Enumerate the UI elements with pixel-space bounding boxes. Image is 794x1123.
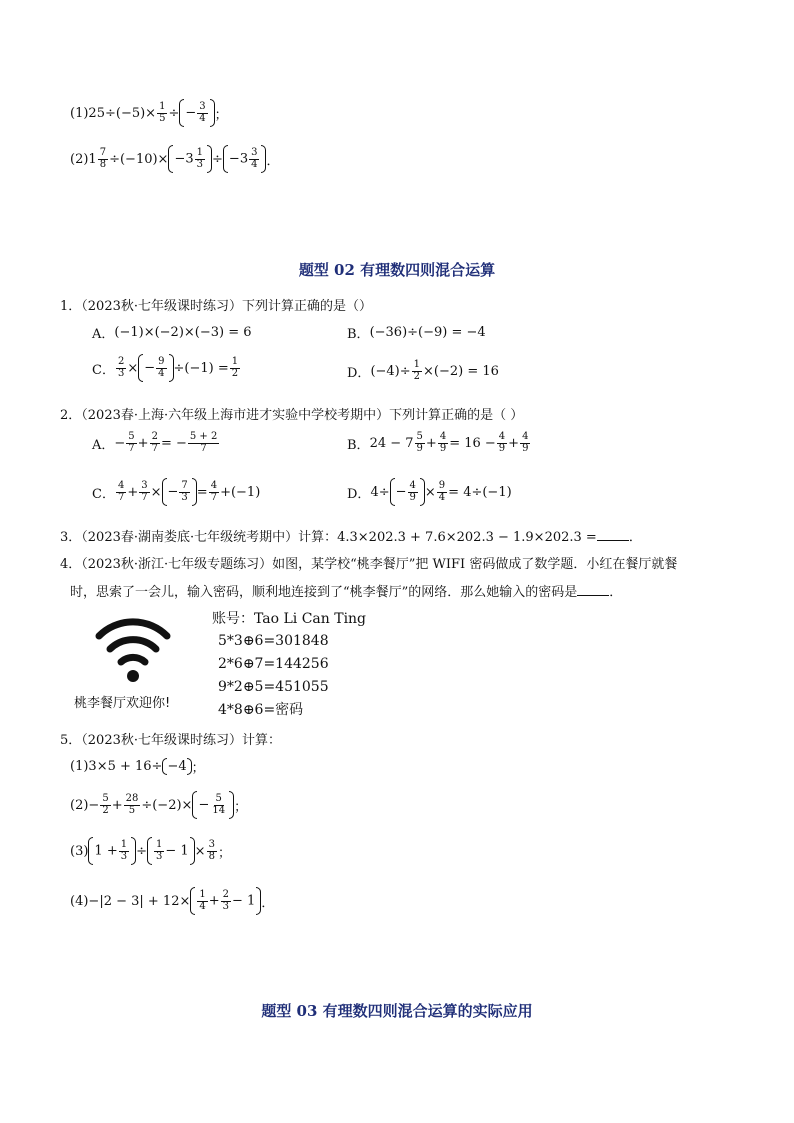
q1-option-a: A． (−1)×(−2)×(−3) = 6 [92, 325, 252, 342]
prev-problem-2: (2) 1 $\frac{7}{8}$ ÷( −10 )× −3 $\frac{1}{3}$ ÷ −3 $\frac{3}{4}$ ． [70, 146, 280, 172]
q2-option-b: B． 24 − 7 $\frac{5}{9}$ + $\frac{4}{9}$ = 16 − $\frac{4}{9}$ + $\frac{4}{9}$ [347, 431, 529, 454]
wifi-welcome-text: 桃李餐厅欢迎你! [74, 696, 171, 711]
parenthesis: − $\frac{5}{14}$ [192, 792, 234, 818]
parenthesis: −3 $\frac{1}{3}$ [168, 146, 212, 172]
q1-option-c: C． $\frac{2}{3}$ × − $\frac{9}{4}$ ÷(−1) = $\frac{1}{2}$ [92, 355, 241, 381]
q2-option-c: C． $\frac{4}{7}$ + $\frac{3}{7}$ × − $\frac{7}{3}$ = $\frac{4}{7}$ +(−1) [92, 479, 260, 505]
question-4-line-1: 4．（2023秋·浙江·七年级专题练习）如图，某学校“桃李餐厅”把 WIFI 密码做成了数学题．小红在餐厅就餐 [60, 557, 678, 572]
q5-part-1: (1) 3×5 + 16÷ −4 ； [70, 759, 205, 776]
question-1-stem: 1．（2023秋·七年级课时练习）下列计算正确的是（） [60, 299, 372, 314]
parenthesis: 1 + $\frac{1}{3}$ [88, 838, 136, 864]
parenthesis: $\frac{1}{3}$ − 1 [147, 838, 195, 864]
q1-option-b: B． (−36)÷(−9) = −4 [347, 325, 486, 342]
q5-part-3: (3) 1 + $\frac{1}{3}$ ÷ $\frac{1}{3}$ − 1 × $\frac{3}{8}$ ； [70, 838, 231, 864]
answer-blank [597, 528, 629, 541]
parenthesis: − $\frac{4}{9}$ [390, 479, 425, 505]
code-line: 2*6⊕7=144256 [218, 656, 329, 672]
prev-problem-1: (1) 25 ÷( −5 )× $\frac{1}{5}$ ÷ − $\frac{3}{4}$ ； [70, 100, 228, 126]
question-2-stem: 2．（2023春·上海·六年级上海市进才实验中学校考期中）下列计算正确的是（ ） [60, 408, 524, 423]
code-line: 4*8⊕6=密码 [218, 702, 304, 718]
q5-part-4: (4) −|2 − 3| + 12× $\frac{1}{4}$ + $\frac{2}{3}$ − 1 ． [70, 888, 274, 914]
wifi-code-puzzle [218, 630, 329, 722]
answer-blank [577, 583, 609, 596]
question-3: 3．（2023春·湖南娄底·七年级统考期中）计算：4.3×202.3 + 7.6×202.3 − 1.9×202.3 = ． [60, 530, 642, 545]
code-line: 5*3⊕6=301848 [218, 633, 329, 649]
q2-option-d: D． 4÷ − $\frac{4}{9}$ × $\frac{9}{4}$ = 4÷(−1) [347, 479, 512, 505]
parenthesis: − $\frac{9}{4}$ [138, 355, 173, 381]
wifi-account: 账号：Tao Li Can Ting [212, 611, 367, 627]
question-4-line-2: 时，思索了一会儿，输入密码，顺利地连接到了“桃李餐厅”的网络．那么她输入的密码是 ． [70, 585, 623, 600]
parenthesis: −3 $\frac{3}{4}$ [223, 146, 267, 172]
q5-part-2: (2) − $\frac{5}{2}$ + $\frac{28}{5}$ ÷(−2)× − $\frac{5}{14}$ ； [70, 792, 247, 818]
section-heading-02: 题型 02 有理数四则混合运算 [298, 261, 496, 279]
parenthesis: −4 [162, 759, 191, 774]
parenthesis: $\frac{1}{4}$ + $\frac{2}{3}$ − 1 [190, 888, 261, 914]
question-5-stem: 5．（2023秋·七年级课时练习）计算： [60, 733, 281, 748]
section-heading-03: 题型 03 有理数四则混合运算的实际应用 [261, 1002, 533, 1020]
parenthesis: − $\frac{7}{3}$ [162, 479, 197, 505]
q1-option-d: D． (−4)÷ $\frac{1}{2}$ ×(−2) = 16 [347, 359, 499, 382]
wifi-icon [95, 612, 171, 686]
q2-option-a: A． − $\frac{5}{7}$ + $\frac{2}{7}$ = − $\frac{5 + 2}{7}$ [92, 431, 218, 454]
code-line: 9*2⊕5=451055 [218, 679, 329, 695]
fraction: $\frac{1}{5}$ [159, 101, 166, 124]
parenthesis: − $\frac{3}{4}$ [179, 100, 214, 126]
fraction: $\frac{7}{8}$ [99, 147, 107, 170]
